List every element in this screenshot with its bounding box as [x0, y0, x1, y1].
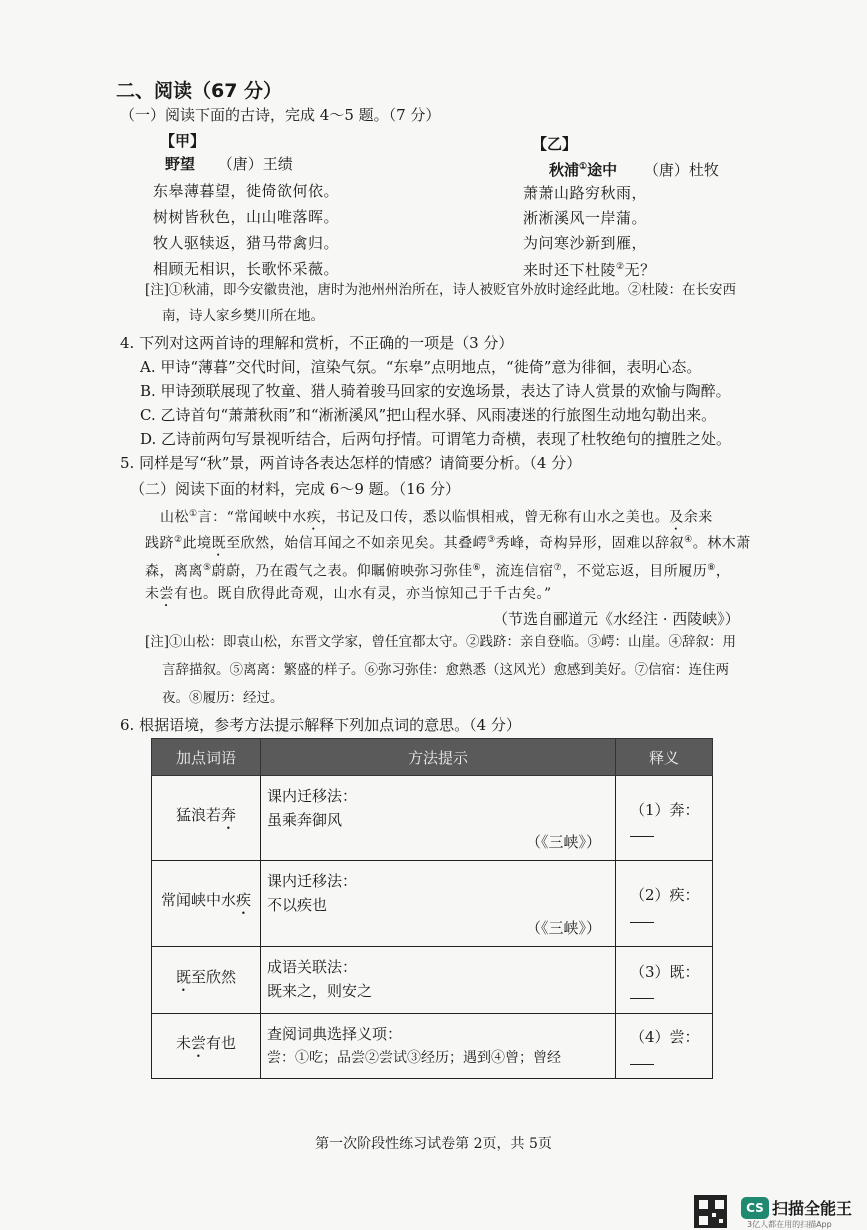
poem-a-line: 相顾无相识，长歌怀采薇。 [153, 260, 340, 278]
passage-line: 践跻②此境既至欣然，始信耳闻之不如亲见矣。其叠崿③秀峰，奇构异形，固难以辞叙④。林木萧 [145, 535, 751, 552]
passage-source: （节选自郦道元《水经注 · 西陵峡》） [493, 610, 740, 628]
poem-a-author: （唐）王绩 [217, 155, 293, 173]
table-header-row [152, 739, 713, 776]
q4-option-d: D. 乙诗前两句写景视听结合，后两句抒情。可谓笔力奇横，表现了杜牧绝句的擅胜之处。 [140, 430, 732, 448]
table-header: 释义 [616, 739, 713, 776]
answer-cell: （3）既： [616, 947, 713, 1014]
method-hint: 成语关联法： 既来之，则安之 [261, 947, 616, 1014]
poem-b-line: 淅淅溪风一岸蒲。 [523, 209, 648, 227]
poem-a-line: 东皋薄暮望，徙倚欲何依。 [153, 182, 340, 200]
passage-note-line: 夜。⑧履历：经过。 [162, 690, 284, 706]
part1-heading: （一）阅读下面的古诗，完成 4～5 题。（7 分） [120, 106, 441, 124]
poem-a-header [165, 153, 293, 175]
camscanner-logo-icon: CS [741, 1197, 769, 1219]
table-row [152, 1014, 713, 1079]
method-hint: 查阅词典选择义项： 尝：①吃；品尝②尝试③经历；遇到④曾；曾经 [261, 1014, 616, 1079]
answer-blank[interactable] [630, 1050, 654, 1065]
camscanner-name: 扫描全能王 [772, 1199, 853, 1218]
table-header: 方法提示 [261, 739, 616, 776]
question-4: 4. 下列对这两首诗的理解和赏析，不正确的一项是（3 分） [120, 334, 514, 352]
method-hint: 课内迁移法： 不以疾也 （《三峡》） [261, 861, 616, 947]
method-table [151, 738, 713, 1079]
table-row [152, 776, 713, 861]
question-5: 5. 同样是写“秋”景，两首诗各表达怎样的情感？请简要分析。（4 分） [120, 454, 582, 472]
passage-note-line: 言辞描叙。⑤离离：繁盛的样子。⑥弥习弥佳：愈熟悉（这风光）愈感到美好。⑦信宿：连住两 [162, 662, 729, 678]
page-footer: 第一次阶段性练习试卷第 2页，共 5页 [315, 1136, 552, 1152]
question-6: 6. 根据语境，参考方法提示解释下列加点词的意思。（4 分） [120, 716, 521, 734]
q4-option-a: A. 甲诗“薄暮”交代时间，渲染气氛。“东皋”点明地点，“徙倚”意为徘徊，表明心态。 [140, 358, 702, 376]
poem-b-line: 萧萧山路穷秋雨， [523, 184, 648, 202]
passage-line: 森，离离⑤蔚蔚，乃在霞气之表。仰瞩俯映弥习弥佳⑥，流连信宿⑦，不觉忘返，目所履历⑧， [145, 563, 731, 580]
poem-a-line: 树树皆秋色，山山唯落晖。 [153, 208, 340, 226]
section-title: 二、阅读（67 分） [116, 80, 283, 102]
answer-blank[interactable] [630, 822, 654, 837]
poem-note-line: [注]①秋浦，即今安徽贵池，唐时为池州州治所在，诗人被贬官外放时途经此地。②杜陵：在长安西 [145, 282, 737, 298]
passage-note-line: [注]①山松：即袁山松，东晋文学家，曾任宜都太守。②践跻：亲自登临。③崿：山崖。④辞叙：用 [145, 634, 737, 650]
answer-cell: （4）尝： [616, 1014, 713, 1079]
poem-a-line: 牧人驱犊返，猎马带禽归。 [153, 234, 340, 252]
qr-code-icon [694, 1195, 727, 1228]
q4-option-b: B. 甲诗颈联展现了牧童、猎人骑着骏马回家的安逸场景，表达了诗人赏景的欢愉与陶醉。 [140, 382, 731, 400]
poem-b-tag: 【乙】 [532, 135, 578, 153]
dotted-phrase: 常闻峡中水疾 [152, 861, 261, 947]
table-header: 加点词语 [152, 739, 261, 776]
answer-cell: （2）疾： [616, 861, 713, 947]
dotted-phrase: 未尝有也 [152, 1014, 261, 1079]
table-row [152, 861, 713, 947]
poem-note-line: 南，诗人家乡樊川所在地。 [162, 308, 324, 324]
poem-a-title: 野望 [165, 155, 196, 173]
answer-blank[interactable] [630, 908, 654, 923]
q4-option-c: C. 乙诗首句“萧萧秋雨”和“淅淅溪风”把山程水驿、风雨凄迷的行旅图生动地勾勒出来。 [140, 406, 717, 424]
passage-line: 山松①言：“常闻峡中水疾，书记及口传，悉以临惧相戒，曾无称有山水之美也。及余来 [160, 509, 713, 526]
answer-blank[interactable] [630, 984, 654, 999]
dotted-phrase: 猛浪若奔 [152, 776, 261, 861]
poem-b-title: 秋浦①途中 [549, 161, 618, 179]
method-hint: 课内迁移法： 虽乘奔御风 （《三峡》） [261, 776, 616, 861]
passage-line: 未尝有也。既自欣得此奇观，山水有灵，亦当惊知己于千古矣。” [145, 586, 552, 602]
poem-b-header [549, 156, 719, 181]
answer-cell: （1）奔： [616, 776, 713, 861]
poem-b-line: 为问寒沙新到雁， [523, 234, 648, 252]
camscanner-tagline: 3亿人都在用的扫描App [747, 1220, 832, 1229]
dotted-phrase: 既至欣然 [152, 947, 261, 1014]
poem-a-tag: 【甲】 [160, 132, 206, 150]
table-row [152, 947, 713, 1014]
part2-heading: （二）阅读下面的材料，完成 6～9 题。（16 分） [130, 480, 460, 498]
poem-b-line: 来时还下杜陵②无？ [523, 261, 656, 279]
poem-b-author: （唐）杜牧 [643, 161, 719, 179]
